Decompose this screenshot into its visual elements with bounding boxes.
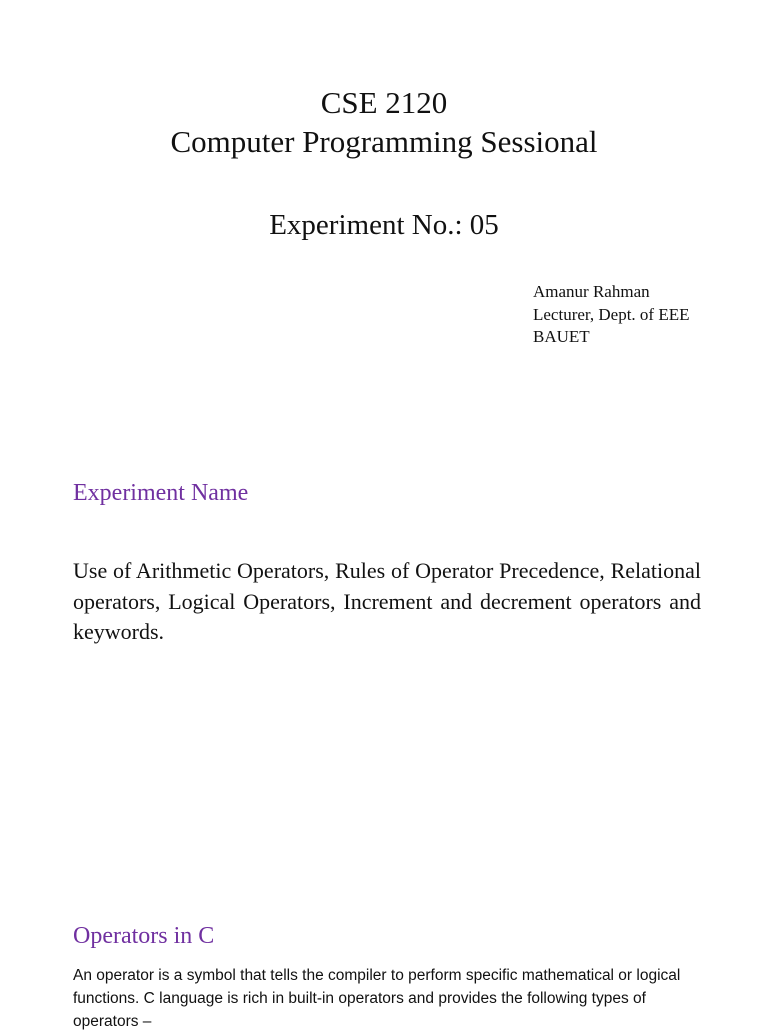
experiment-number: Experiment No.: 05 [269,209,499,241]
operators-in-c-heading: Operators in C [73,923,215,949]
author-position: Lecturer, Dept. of EEE [533,304,690,324]
experiment-name-heading: Experiment Name [73,480,249,506]
author-block [533,281,690,349]
experiment-description: Use of Arithmetic Operators, Rules of Operator Precedence, Relational operators, Logical Operators, Increment and decrement operators and keywords. [73,558,701,644]
course-code: CSE 2120 [320,85,448,120]
course-title: Computer Programming Sessional [170,124,598,159]
author-institution: BAUET [533,327,590,346]
author-name: Amanur Rahman [533,282,650,301]
operators-intro-paragraph: An operator is a symbol that tells the compiler to perform specific mathematical or logical functions. C language is rich in built-in operators and provides the following types of operators – [73,967,681,1030]
